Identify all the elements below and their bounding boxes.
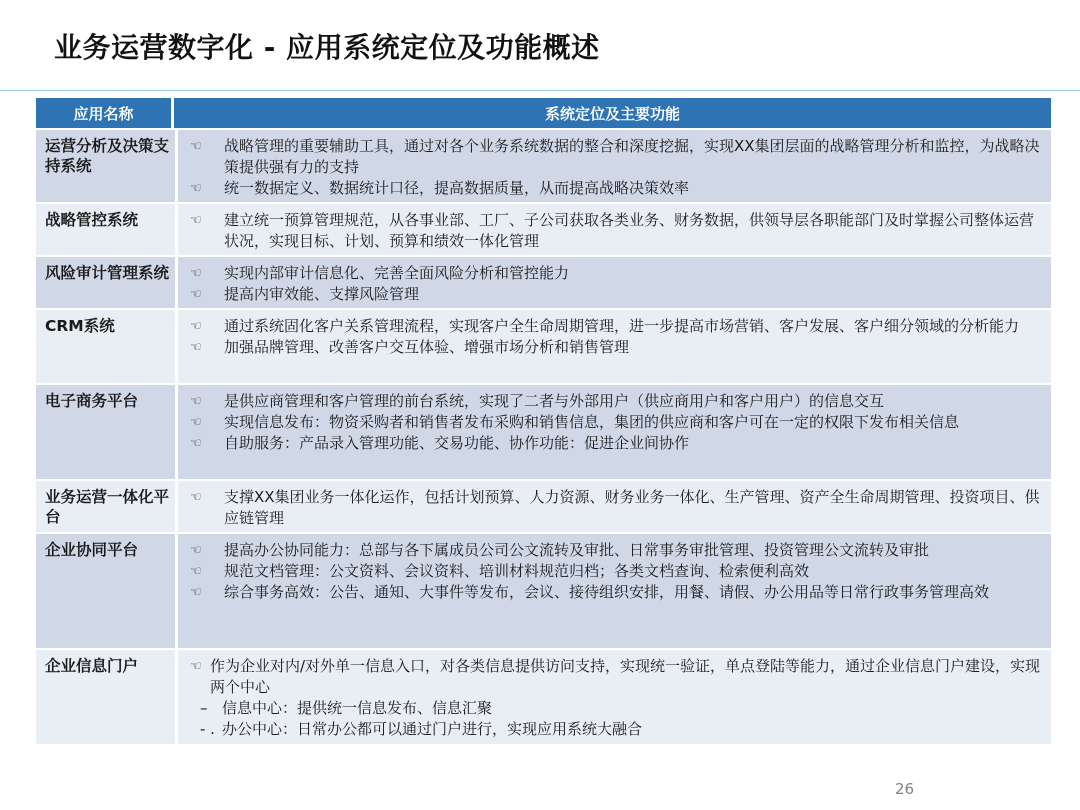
- row-functions: [178, 385, 1051, 479]
- row-functions: [178, 130, 1051, 202]
- table-row: [36, 481, 1051, 532]
- list-item: ☜ 实现信息发布：物资采购者和销售者发布采购和销售信息，集团的供应商和客户可在一定的权限下发布相关信息: [190, 413, 960, 431]
- table-row: [36, 204, 1051, 255]
- list-item: ☜ 实现内部审计信息化、完善全面风险分析和管控能力: [190, 264, 570, 282]
- row-functions: [178, 310, 1051, 383]
- list-item: ☜ 支撑XX集团业务一体化运作，包括计划预算、人力资源、财务业务一体化、生产管理、资产全生命周期管理、投资项目、供应链管理: [190, 488, 1040, 527]
- table-row: [36, 257, 1051, 308]
- pointing-hand-icon: ☜: [190, 585, 202, 600]
- table-row: [36, 310, 1051, 383]
- pointing-hand-icon: ☜: [190, 490, 202, 505]
- pointing-hand-icon: ☜: [190, 266, 202, 281]
- row-app-name: 战略管控系统: [36, 204, 175, 255]
- list-item: ☜ 是供应商管理和客户管理的前台系统，实现了二者与外部用户（供应商用户和客户用户）的信息交互: [190, 392, 885, 410]
- header-app-name: 应用名称: [36, 98, 171, 128]
- pointing-hand-icon: ☜: [190, 340, 202, 355]
- row-functions: [178, 257, 1051, 308]
- pointing-hand-icon: ☜: [190, 319, 202, 334]
- row-app-name: 企业协同平台: [36, 534, 175, 648]
- row-app-name: 电子商务平台: [36, 385, 175, 479]
- row-app-name: CRM系统: [36, 310, 175, 383]
- row-functions: [178, 650, 1051, 744]
- list-item: ☜ 统一数据定义、数据统计口径，提高数据质量，从而提高战略决策效率: [190, 179, 690, 197]
- table-row: [36, 130, 1051, 202]
- list-item: ☜ 通过系统固化客户关系管理流程，实现客户全生命周期管理，进一步提高市场营销、客户发展、客户细分领域的分析能力: [190, 317, 1020, 335]
- list-item: ☜ 战略管理的重要辅助工具，通过对各个业务系统数据的整合和深度挖掘，实现XX集团层面的战略管理分析和监控，为战略决策提供强有力的支持: [190, 137, 1040, 176]
- row-app-name: 风险审计管理系统: [36, 257, 175, 308]
- page-number: 26: [895, 780, 915, 798]
- pointing-hand-icon: ☜: [190, 287, 202, 302]
- pointing-hand-icon: ☜: [190, 213, 202, 228]
- row-app-name: 业务运营一体化平台: [36, 481, 175, 532]
- row-functions: [178, 204, 1051, 255]
- pointing-hand-icon: ☜: [190, 436, 202, 451]
- list-item: ☜ 规范文档管理：公文资料、会议资料、培训材料规范归档；各类文档查询、检索便利高效: [190, 562, 810, 580]
- header-positioning: 系统定位及主要功能: [174, 98, 1051, 128]
- slide-title: 业务运营数字化 - 应用系统定位及功能概述: [54, 31, 600, 64]
- list-item: – 信息中心：提供统一信息发布、信息汇聚: [200, 699, 493, 717]
- pointing-hand-icon: ☜: [190, 139, 202, 154]
- table-row: [36, 385, 1051, 479]
- row-app-name: 运营分析及决策支持系统: [36, 130, 175, 202]
- table-row: [36, 534, 1051, 648]
- pointing-hand-icon: ☜: [190, 659, 202, 674]
- row-functions: [178, 534, 1051, 648]
- pointing-hand-icon: ☜: [190, 181, 202, 196]
- pointing-hand-icon: ☜: [190, 394, 202, 409]
- list-item: ☜ 作为企业对内/对外单一信息入口，对各类信息提供访问支持，实现统一验证，单点登陆等能力，通过企业信息门户建设，实现两个中心: [190, 657, 1041, 696]
- list-item: ☜ 自助服务：产品录入管理功能、交易功能、协作功能：促进企业间协作: [190, 434, 690, 452]
- pointing-hand-icon: ☜: [190, 415, 202, 430]
- pointing-hand-icon: ☜: [190, 564, 202, 579]
- function-table: [36, 98, 1051, 744]
- list-item: ☜ 加强品牌管理、改善客户交互体验、增强市场分析和销售管理: [190, 338, 630, 356]
- list-item: ☜ 综合事务高效：公告、通知、大事件等发布，会议、接待组织安排，用餐、请假、办公用品等日常行政事务管理高效: [190, 583, 990, 601]
- table-row: [36, 650, 1051, 744]
- table-header: [36, 98, 1051, 128]
- pointing-hand-icon: ☜: [190, 543, 202, 558]
- list-item: - . 办公中心：日常办公都可以通过门户进行，实现应用系统大融合: [200, 720, 643, 738]
- list-item: ☜ 建立统一预算管理规范，从各事业部、工厂、子公司获取各类业务、财务数据，供领导层各职能部门及时掌握公司整体运营状况，实现目标、计划、预算和绩效一体化管理: [190, 211, 1035, 250]
- row-functions: [178, 481, 1051, 532]
- title-divider: [0, 90, 1080, 91]
- row-app-name: 企业信息门户: [36, 650, 175, 744]
- list-item: ☜ 提高内审效能、支撑风险管理: [190, 285, 420, 303]
- list-item: ☜ 提高办公协同能力：总部与各下属成员公司公文流转及审批、日常事务审批管理、投资管理公文流转及审批: [190, 541, 930, 559]
